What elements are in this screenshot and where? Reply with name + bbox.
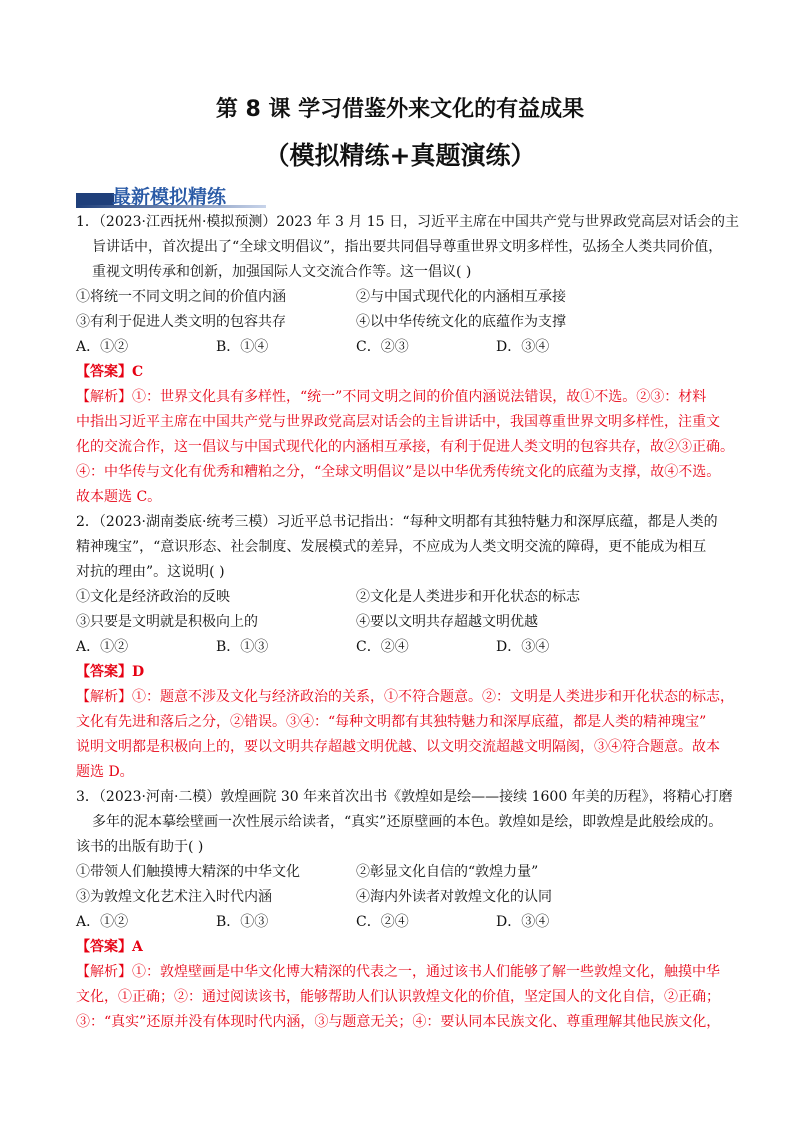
analysis-line: 文化，①正确；②：通过阅读该书，能够帮助人们认识敦煌文化的价值，坚定国人的文化自信，②正确；: [76, 989, 720, 1005]
analysis-line: 化的交流合作，这一倡议与中国式现代化的内涵相互承接，有利于促进人类文明的包容共存，故②③正确。: [76, 439, 734, 455]
question-3: [76, 785, 738, 1035]
choice-a: A．①②: [76, 339, 129, 355]
choice-d: D．③④: [496, 639, 550, 655]
choice-d: D．③④: [496, 339, 550, 355]
choice-row: [76, 635, 738, 660]
choice-c: C．②③: [356, 339, 409, 355]
statement-row: [76, 585, 738, 610]
question-1: [76, 210, 738, 510]
statement: ①文化是经济政治的反映: [76, 589, 230, 605]
question-stem-line: 1．（2023·江西抚州·模拟预测）2023 年 3 月 15 日，习近平主席在中国共产党与世界政党高层对话会的主: [76, 214, 740, 230]
statement: ③有利于促进人类文明的包容共存: [76, 314, 286, 330]
choice-c: C．②④: [356, 639, 409, 655]
section-banner: [76, 182, 266, 208]
choice-a: A．①②: [76, 639, 129, 655]
questions-container: [76, 210, 738, 1035]
question-stem-line: 多年的泥本摹绘壁画一次性展示给读者，“真实”还原壁画的本色。敦煌如是绘，即敦煌是此般绘成的。: [92, 814, 723, 830]
section-title: 最新模拟精练: [112, 186, 227, 208]
question-stem-line: 2．（2023·湖南娄底·统考三模）习近平总书记指出：“每种文明都有其独特魅力和深厚底蕴，都是人类的: [76, 514, 718, 530]
statement: ②与中国式现代化的内涵相互承接: [356, 289, 566, 305]
analysis-line: 题选 D。: [76, 764, 134, 780]
statement: ②文化是人类进步和开化状态的标志: [356, 589, 580, 605]
statement-row: [76, 310, 738, 335]
statement-row: [76, 885, 738, 910]
question-stem-line: 旨讲话中，首次提出了“全球文明倡议”，指出要共同倡导尊重世界文明多样性，弘扬全人类共同价值，: [92, 239, 723, 255]
page-title: 第 8 课 学习借鉴外来文化的有益成果: [215, 97, 585, 122]
choice-c: C．②④: [356, 914, 409, 930]
statement: ①将统一不同文明之间的价值内涵: [76, 289, 286, 305]
question-2: [76, 510, 738, 785]
choice-b: B．①④: [216, 339, 269, 355]
choice-d: D．③④: [496, 914, 550, 930]
analysis-line: 中指出习近平主席在中国共产党与世界政党高层对话会的主旨讲话中，我国尊重世界文明多样性，注重文: [76, 414, 720, 430]
analysis-line: ③：“真实”还原并没有体现时代内涵，③与题意无关；④：要认同本民族文化、尊重理解其他民族文化，: [76, 1014, 721, 1030]
answer: 【答案】A: [76, 939, 143, 955]
statement-row: [76, 285, 738, 310]
choice-b: B．①③: [216, 639, 269, 655]
statement: ④以中华传统文化的底蕴作为支撑: [356, 314, 566, 330]
analysis-line: 【解析】①：题意不涉及文化与经济政治的关系，①不符合题意。②：文明是人类进步和开化状态的标志，: [76, 689, 734, 705]
question-stem-line: 该书的出版有助于( ): [76, 839, 204, 855]
analysis-line: 【解析】①：敦煌壁画是中华文化博大精深的代表之一，通过该书人们能够了解一些敦煌文化，触摸中华: [76, 964, 720, 980]
statement: ③只要是文明就是积极向上的: [76, 614, 258, 630]
choice-row: [76, 335, 738, 360]
analysis-line: 文化有先进和落后之分，②错误。③④：“每种文明都有其独特魅力和深厚底蕴，都是人类的精神瑰宝”: [76, 714, 707, 730]
answer: 【答案】D: [76, 664, 145, 680]
analysis-line: 说明文明都是积极向上的，要以文明共存超越文明优越、以文明交流超越文明隔阂，③④符合题意。故本: [76, 739, 720, 755]
statement: ①带领人们触摸博大精深的中华文化: [76, 864, 300, 880]
page-subtitle: （模拟精练+真题演练）: [264, 141, 536, 170]
statement: ②彰显文化自信的“敦煌力量”: [356, 864, 539, 880]
question-stem-line: 精神瑰宝”，“意识形态、社会制度、发展模式的差异，不应成为人类文明交流的障碍，更不能成为相互: [76, 539, 707, 555]
statement-row: [76, 610, 738, 635]
question-stem-line: 3．（2023·河南·二模）敦煌画院 30 年来首次出书《敦煌如是绘——接续 1600 年美的历程》，将精心打磨: [76, 789, 733, 805]
choice-a: A．①②: [76, 914, 129, 930]
analysis-line: ④：中华传与文化有优秀和糟粕之分，“全球文明倡议”是以中华优秀传统文化的底蕴为支撑，故④不选。: [76, 464, 721, 480]
statement: ③为敦煌文化艺术注入时代内涵: [76, 889, 272, 905]
statement-row: [76, 860, 738, 885]
question-stem-line: 对抗的理由”。这说明( ): [76, 564, 225, 580]
statement: ④要以文明共存超越文明优越: [356, 614, 538, 630]
statement: ④海内外读者对敦煌文化的认同: [356, 889, 552, 905]
question-stem-line: 重视文明传承和创新，加强国际人文交流合作等。这一倡议( ): [92, 264, 472, 280]
choice-row: [76, 910, 738, 935]
answer: 【答案】C: [76, 364, 144, 380]
analysis-line: 【解析】①：世界文化具有多样性，“统一”不同文明之间的价值内涵说法错误，故①不选。②③：材料: [76, 389, 707, 405]
choice-b: B．①③: [216, 914, 269, 930]
analysis-line: 故本题选 C。: [76, 489, 162, 505]
